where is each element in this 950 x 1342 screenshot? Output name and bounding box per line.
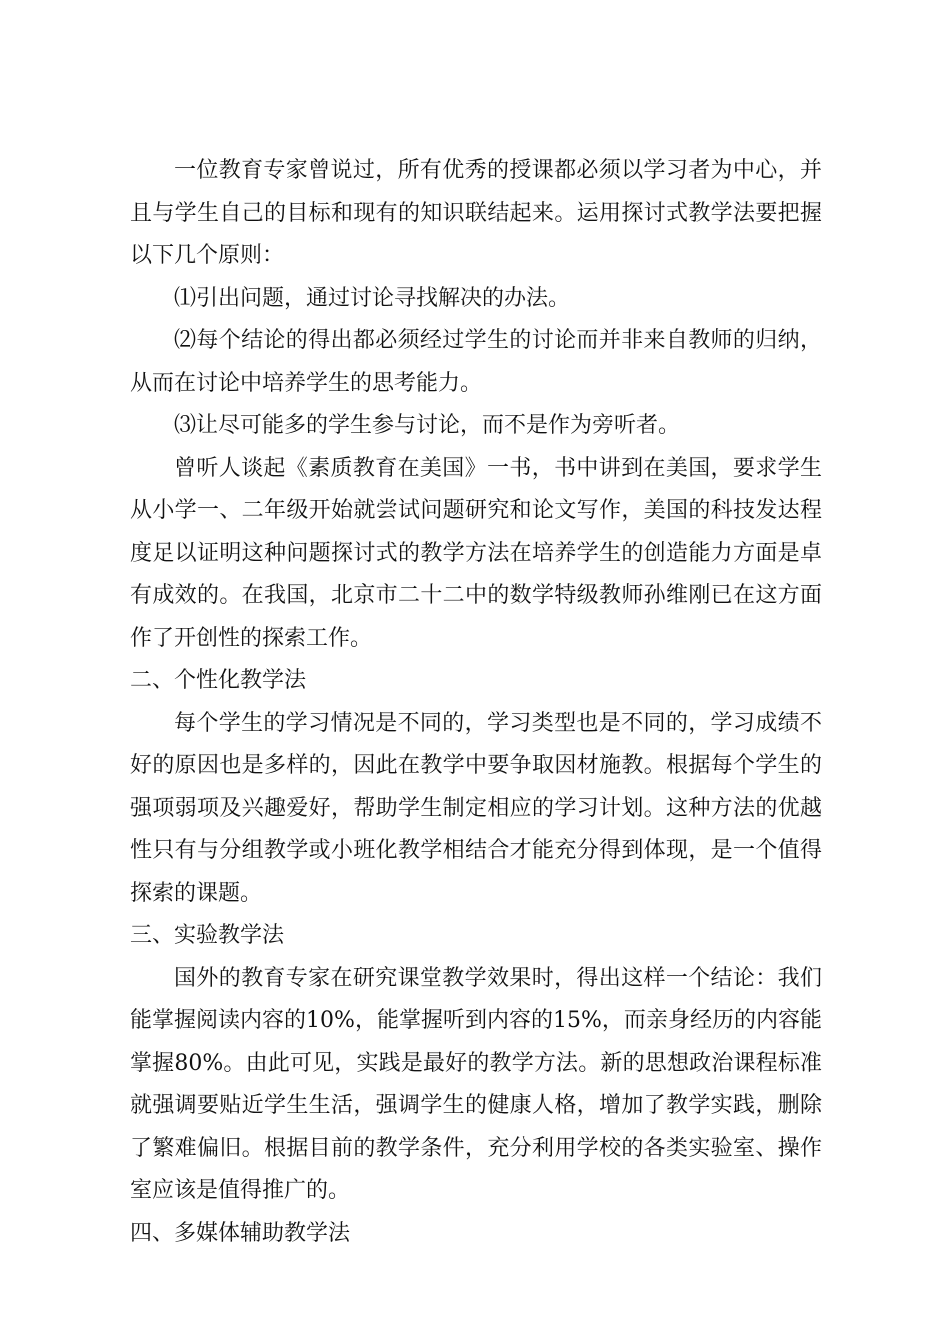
paragraph-principle-1: ⑴引出问题，通过讨论寻找解决的办法。 — [174, 285, 571, 311]
section-heading-multimedia: 四、多媒体辅助教学法 — [130, 1220, 351, 1246]
paragraph-principle-3: ⑶让尽可能多的学生参与讨论，而不是作为旁听者。 — [174, 413, 681, 438]
paragraph-principle-2: ⑵每个结论的得出都必须经过学生的讨论而并非来自教师的归纳，从而在讨论中培养学生的思考能力。 — [130, 328, 822, 396]
section-heading-experiment: 三、实验教学法 — [130, 923, 285, 948]
paragraph-personalized: 每个学生的学习情况是不同的，学习类型也是不同的，学习成绩不好的原因也是多样的，因此在教学中要争取因材施教。根据每个学生的强项弱项及兴趣爱好，帮助学生制定相应的学习计划。这种方法的优越性只有与分组教学或小班化教学相结合才能充分得到体现，是一个值得探索的课题。 — [130, 710, 822, 906]
paragraph-experiment: 国外的教育专家在研究课堂教学效果时，得出这样一个结论：我们能掌握阅读内容的10%，能掌握听到内容的15%，而亲身经历的内容能掌握80%。由此可见，实践是最好的教学方法。新的思想政治课程标准就强调要贴近学生生活，强调学生的健康人格，增加了教学实践，删除了繁难偏旧。根据目前的教学条件，充分利用学校的各类实验室、操作室应该是值得推广的。 — [130, 965, 822, 1203]
paragraph-us-education: 曾听人谈起《素质教育在美国》一书，书中讲到在美国，要求学生从小学一、二年级开始就尝试问题研究和论文写作，美国的科技发达程度足以证明这种问题探讨式的教学方法在培养学生的创造能力方面是卓有成效的。在我国，北京市二十二中的数学特级教师孙维刚已在这方面作了开创性的探索工作。 — [130, 455, 822, 651]
section-heading-personalized: 二、个性化教学法 — [130, 668, 307, 693]
document-body — [130, 150, 822, 1255]
paragraph-principles-intro: 一位教育专家曾说过，所有优秀的授课都必须以学习者为中心，并且与学生自己的目标和现有的知识联结起来。运用探讨式教学法要把握以下几个原则： — [130, 158, 822, 268]
